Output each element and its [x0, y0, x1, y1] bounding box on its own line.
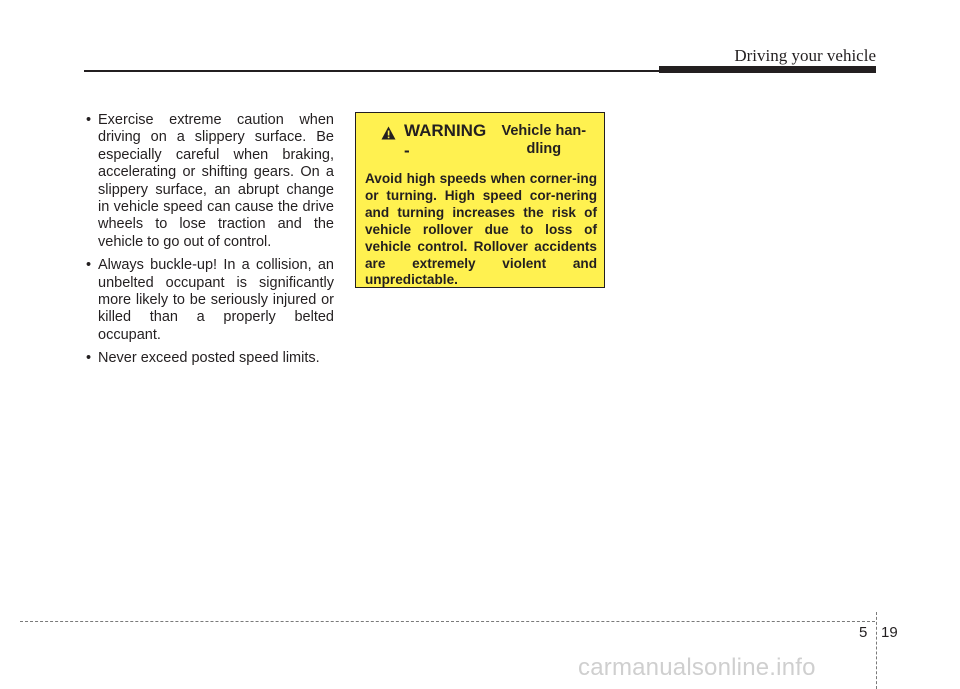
bullet-text: Always buckle-up! In a collision, an unbelted occupant is significantly more likely to be seriously injured or killed than a properly belted occupant.	[98, 257, 334, 343]
bullet-text: Exercise extreme caution when driving on a slippery surface. Be especially careful when braking, accelerating or shifting gears. On a slippery surface, an abrupt change in vehicle speed can cause the drive wheels to lose traction and the vehicle to go out of control.	[98, 112, 334, 250]
list-item	[84, 257, 334, 344]
watermark: carmanualsonline.info	[578, 654, 816, 681]
bullet-list	[84, 112, 334, 374]
warning-title	[365, 121, 597, 161]
warning-label: WARNING -	[404, 121, 487, 160]
chapter-number: 5	[859, 624, 868, 641]
bullet-text: Never exceed posted speed limits.	[98, 350, 320, 367]
bullet-icon: •	[86, 257, 92, 274]
page-divider	[876, 612, 877, 689]
warning-triangle-icon	[381, 126, 396, 140]
page-number: 19	[881, 624, 898, 641]
header-rule	[84, 70, 659, 72]
warning-box	[355, 112, 605, 288]
list-item	[84, 112, 334, 251]
warning-subtitle: Vehicle han-dling	[501, 123, 587, 157]
bullet-icon: •	[86, 350, 92, 367]
list-item	[84, 350, 334, 367]
header-rule-accent	[659, 66, 876, 73]
warning-body: Avoid high speeds when corner-ing or turning. High speed cor-nering and turning increases the risk of vehicle rollover due to loss of vehicle control. Rollover accidents are extremely violent and unpredictable.	[365, 171, 597, 288]
bullet-icon: •	[86, 112, 92, 128]
footer-rule	[20, 621, 875, 622]
header-title: Driving your vehicle	[734, 46, 876, 65]
